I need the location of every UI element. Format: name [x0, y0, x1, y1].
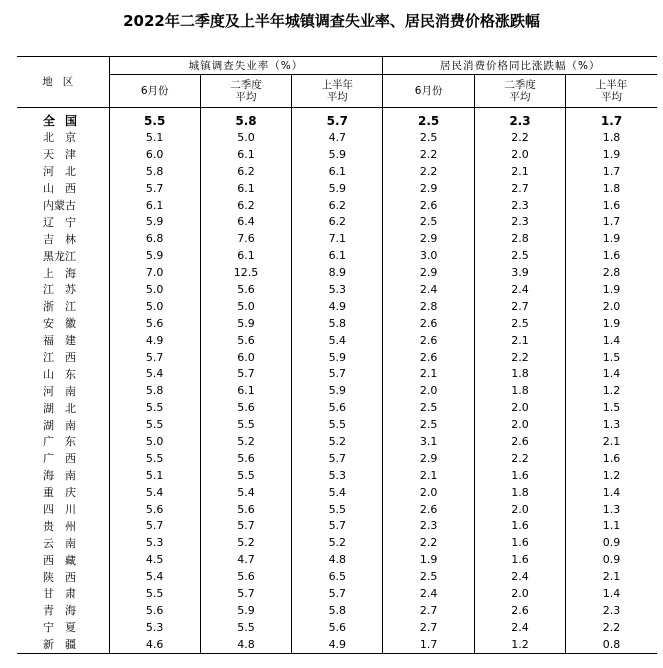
value-cell-u-q2: 5.6 — [200, 281, 291, 298]
table-row — [17, 416, 657, 433]
value-cell-u-q2: 4.7 — [200, 551, 291, 568]
value-cell-u-q2: 6.4 — [200, 213, 291, 230]
value-cell-u-q2: 5.6 — [200, 568, 291, 585]
value-cell-u-jun: 5.8 — [109, 382, 200, 399]
value-cell-c-jun: 2.2 — [383, 534, 474, 551]
value-cell-u-q2: 5.6 — [200, 450, 291, 467]
value-cell-u-q2: 5.9 — [200, 602, 291, 619]
value-cell-c-jun: 2.6 — [383, 197, 474, 214]
value-cell-u-jun: 5.6 — [109, 501, 200, 518]
value-cell-u-q2: 6.1 — [200, 146, 291, 163]
table-body — [17, 108, 657, 654]
table-row — [17, 264, 657, 281]
value-cell-c-q2: 2.0 — [474, 501, 565, 518]
value-cell-u-jun: 5.9 — [109, 213, 200, 230]
header-unemployment-q2: 二季度 平均 — [200, 75, 291, 108]
table-row — [17, 602, 657, 619]
region-cell: 全 国 — [17, 108, 109, 130]
value-cell-u-q2: 5.0 — [200, 298, 291, 315]
table-row — [17, 247, 657, 264]
value-cell-c-h1: 2.2 — [602, 620, 621, 634]
header-cpi-q2: 二季度 平均 — [474, 75, 565, 108]
value-cell-c-jun: 2.0 — [383, 484, 474, 501]
value-cell-c-jun: 2.3 — [383, 517, 474, 534]
value-cell-u-h1: 8.9 — [292, 264, 383, 281]
value-cell-u-q2: 5.2 — [200, 534, 291, 551]
value-cell-c-q2: 2.6 — [474, 602, 565, 619]
region-cell: 河 南 — [17, 382, 109, 399]
value-cell-u-h1: 5.7 — [292, 585, 383, 602]
value-cell-c-jun: 3.1 — [383, 433, 474, 450]
value-cell-c-q2: 1.6 — [474, 467, 565, 484]
value-cell-c-jun: 3.0 — [383, 247, 474, 264]
value-cell-u-jun: 5.4 — [109, 484, 200, 501]
region-cell: 辽 宁 — [17, 213, 109, 230]
value-cell-u-h1: 5.8 — [292, 315, 383, 332]
value-cell-u-q2: 6.2 — [200, 197, 291, 214]
value-cell-u-h1: 5.5 — [292, 416, 383, 433]
value-cell-c-jun: 2.5 — [383, 108, 474, 130]
value-cell-u-q2: 6.1 — [200, 247, 291, 264]
value-cell-c-q2: 2.4 — [474, 619, 565, 636]
value-cell-c-h1: 0.9 — [602, 536, 621, 550]
region-cell: 安 徽 — [17, 315, 109, 332]
value-cell-u-h1: 4.8 — [292, 551, 383, 568]
value-cell-c-jun: 2.9 — [383, 264, 474, 281]
value-cell-u-q2: 5.6 — [200, 399, 291, 416]
value-cell-u-jun: 6.0 — [109, 146, 200, 163]
value-cell-u-h1: 5.3 — [292, 467, 383, 484]
region-cell: 重 庆 — [17, 484, 109, 501]
value-cell-c-jun: 2.9 — [383, 180, 474, 197]
value-cell-c-q2: 2.0 — [474, 399, 565, 416]
region-cell: 福 建 — [17, 332, 109, 349]
table-row — [17, 315, 657, 332]
value-cell-c-jun: 2.5 — [383, 568, 474, 585]
table-row — [17, 619, 657, 636]
table-row — [17, 433, 657, 450]
value-cell-c-q2: 2.1 — [474, 163, 565, 180]
region-cell: 河 北 — [17, 163, 109, 180]
table-row — [17, 399, 657, 416]
value-cell-u-jun: 5.3 — [109, 619, 200, 636]
value-cell-u-h1: 4.7 — [292, 129, 383, 146]
value-cell-u-h1: 7.1 — [292, 230, 383, 247]
value-cell-c-jun: 2.7 — [383, 619, 474, 636]
page-title: 2022年二季度及上半年城镇调查失业率、居民消费价格涨跌幅 — [123, 12, 540, 30]
table-row — [17, 298, 657, 315]
value-cell-c-h1: 1.4 — [602, 367, 621, 381]
value-cell-c-h1: 1.2 — [602, 468, 621, 482]
region-cell: 江 西 — [17, 349, 109, 366]
table-row — [17, 108, 657, 130]
value-cell-c-h1: 1.7 — [602, 164, 621, 178]
table-row — [17, 281, 657, 298]
value-cell-u-jun: 5.4 — [109, 365, 200, 382]
region-cell: 湖 北 — [17, 399, 109, 416]
value-cell-c-h1: 1.2 — [602, 384, 621, 398]
value-cell-c-h1: 1.4 — [602, 485, 621, 499]
value-cell-c-jun: 2.4 — [383, 281, 474, 298]
value-cell-u-h1: 5.7 — [292, 365, 383, 382]
value-cell-u-q2: 5.6 — [200, 501, 291, 518]
value-cell-u-jun: 5.4 — [109, 568, 200, 585]
value-cell-u-q2: 5.5 — [200, 416, 291, 433]
value-cell-u-q2: 5.8 — [200, 108, 291, 130]
value-cell-u-q2: 4.8 — [200, 636, 291, 653]
value-cell-u-jun: 5.1 — [109, 129, 200, 146]
region-cell: 青 海 — [17, 602, 109, 619]
value-cell-u-h1: 4.9 — [292, 636, 383, 653]
value-cell-u-jun: 5.5 — [109, 416, 200, 433]
value-cell-c-h1: 1.6 — [602, 249, 621, 263]
value-cell-c-q2: 1.6 — [474, 534, 565, 551]
value-cell-c-q2: 2.2 — [474, 129, 565, 146]
value-cell-c-q2: 2.7 — [474, 298, 565, 315]
table-row — [17, 534, 657, 551]
value-cell-c-q2: 2.0 — [474, 416, 565, 433]
header-cpi-group: 居民消费价格同比涨跌幅（%） — [383, 57, 657, 75]
value-cell-u-h1: 5.9 — [292, 382, 383, 399]
table-row — [17, 636, 657, 653]
value-cell-c-q2: 2.4 — [474, 568, 565, 585]
table-row — [17, 501, 657, 518]
value-cell-u-q2: 5.2 — [200, 433, 291, 450]
header-row-sub — [17, 75, 657, 108]
value-cell-u-jun: 5.7 — [109, 349, 200, 366]
value-cell-u-h1: 5.9 — [292, 146, 383, 163]
value-cell-c-h1: 0.9 — [602, 553, 621, 567]
value-cell-u-jun: 5.8 — [109, 163, 200, 180]
value-cell-c-jun: 1.7 — [383, 636, 474, 653]
table-row — [17, 332, 657, 349]
value-cell-u-q2: 5.7 — [200, 517, 291, 534]
region-cell: 贵 州 — [17, 517, 109, 534]
value-cell-c-jun: 2.5 — [383, 416, 474, 433]
value-cell-c-jun: 2.2 — [383, 146, 474, 163]
value-cell-u-h1: 5.8 — [292, 602, 383, 619]
value-cell-u-h1: 5.7 — [292, 517, 383, 534]
value-cell-c-h1: 1.3 — [602, 502, 621, 516]
value-cell-u-jun: 6.8 — [109, 230, 200, 247]
value-cell-c-q2: 1.6 — [474, 551, 565, 568]
value-cell-c-jun: 2.6 — [383, 315, 474, 332]
region-cell: 甘 肃 — [17, 585, 109, 602]
value-cell-c-q2: 2.0 — [474, 146, 565, 163]
region-cell: 陕 西 — [17, 568, 109, 585]
value-cell-u-h1: 6.5 — [292, 568, 383, 585]
value-cell-u-h1: 6.1 — [292, 247, 383, 264]
header-region: 地区 — [17, 57, 109, 108]
value-cell-c-jun: 2.4 — [383, 585, 474, 602]
value-cell-u-h1: 5.2 — [292, 433, 383, 450]
region-cell: 云 南 — [17, 534, 109, 551]
value-cell-c-jun: 2.5 — [383, 129, 474, 146]
value-cell-c-jun: 2.9 — [383, 450, 474, 467]
value-cell-c-h1: 1.1 — [602, 519, 621, 533]
value-cell-u-jun: 5.7 — [109, 517, 200, 534]
header-unemployment-group: 城镇调查失业率（%） — [109, 57, 383, 75]
value-cell-c-h1: 1.6 — [602, 451, 621, 465]
value-cell-u-jun: 4.6 — [109, 636, 200, 653]
table-row — [17, 450, 657, 467]
value-cell-u-jun: 5.9 — [109, 247, 200, 264]
region-cell: 广 东 — [17, 433, 109, 450]
value-cell-u-q2: 5.5 — [200, 619, 291, 636]
value-cell-u-q2: 5.4 — [200, 484, 291, 501]
value-cell-c-q2: 1.8 — [474, 365, 565, 382]
value-cell-u-jun: 5.0 — [109, 298, 200, 315]
region-cell: 宁 夏 — [17, 619, 109, 636]
value-cell-c-q2: 1.8 — [474, 382, 565, 399]
value-cell-u-h1: 5.2 — [292, 534, 383, 551]
value-cell-c-q2: 1.6 — [474, 517, 565, 534]
region-cell: 天 津 — [17, 146, 109, 163]
value-cell-c-h1: 1.5 — [602, 401, 621, 415]
value-cell-u-h1: 5.9 — [292, 180, 383, 197]
value-cell-c-q2: 3.9 — [474, 264, 565, 281]
value-cell-u-jun: 5.5 — [109, 585, 200, 602]
value-cell-c-h1: 1.9 — [602, 316, 621, 330]
region-cell: 西 藏 — [17, 551, 109, 568]
value-cell-c-h1: 1.6 — [602, 198, 621, 212]
header-unemployment-june: 6月份 — [109, 75, 200, 108]
value-cell-c-q2: 2.6 — [474, 433, 565, 450]
value-cell-u-q2: 6.2 — [200, 163, 291, 180]
value-cell-c-h1: 1.5 — [602, 350, 621, 364]
value-cell-c-h1: 2.8 — [602, 266, 621, 280]
value-cell-c-h1: 2.1 — [602, 570, 621, 584]
value-cell-u-h1: 6.2 — [292, 197, 383, 214]
value-cell-c-q2: 2.3 — [474, 197, 565, 214]
value-cell-u-h1: 6.2 — [292, 213, 383, 230]
table-row — [17, 568, 657, 585]
value-cell-c-jun: 2.8 — [383, 298, 474, 315]
value-cell-c-h1: 1.9 — [602, 147, 621, 161]
value-cell-u-jun: 5.7 — [109, 180, 200, 197]
value-cell-c-q2: 2.5 — [474, 247, 565, 264]
table-row — [17, 484, 657, 501]
value-cell-c-q2: 1.2 — [474, 636, 565, 653]
value-cell-u-jun: 5.6 — [109, 315, 200, 332]
value-cell-c-q2: 2.0 — [474, 585, 565, 602]
value-cell-u-jun: 4.9 — [109, 332, 200, 349]
value-cell-u-h1: 5.5 — [292, 501, 383, 518]
table-row — [17, 551, 657, 568]
region-cell: 北 京 — [17, 129, 109, 146]
table-row — [17, 230, 657, 247]
value-cell-c-h1: 1.9 — [602, 282, 621, 296]
value-cell-c-h1: 1.8 — [602, 181, 621, 195]
value-cell-c-q2: 2.5 — [474, 315, 565, 332]
value-cell-c-jun: 2.6 — [383, 332, 474, 349]
value-cell-c-h1: 2.3 — [602, 603, 621, 617]
table-row — [17, 197, 657, 214]
value-cell-u-q2: 6.1 — [200, 180, 291, 197]
value-cell-c-q2: 2.7 — [474, 180, 565, 197]
value-cell-u-jun: 5.0 — [109, 433, 200, 450]
value-cell-u-q2: 5.7 — [200, 585, 291, 602]
value-cell-u-h1: 5.4 — [292, 332, 383, 349]
region-cell: 吉 林 — [17, 230, 109, 247]
header-unemployment-h1: 上半年 平均 — [292, 75, 383, 108]
region-cell: 浙 江 — [17, 298, 109, 315]
region-cell: 山 西 — [17, 180, 109, 197]
table-row — [17, 517, 657, 534]
value-cell-c-jun: 2.7 — [383, 602, 474, 619]
value-cell-c-q2: 2.1 — [474, 332, 565, 349]
value-cell-c-jun: 2.6 — [383, 501, 474, 518]
header-cpi-june: 6月份 — [383, 75, 474, 108]
value-cell-u-q2: 5.6 — [200, 332, 291, 349]
value-cell-u-q2: 5.0 — [200, 129, 291, 146]
region-cell: 上 海 — [17, 264, 109, 281]
value-cell-u-q2: 5.7 — [200, 365, 291, 382]
value-cell-u-jun: 7.0 — [109, 264, 200, 281]
value-cell-u-h1: 5.9 — [292, 349, 383, 366]
value-cell-c-jun: 2.5 — [383, 399, 474, 416]
value-cell-u-q2: 7.6 — [200, 230, 291, 247]
value-cell-c-jun: 2.1 — [383, 365, 474, 382]
value-cell-u-jun: 5.5 — [109, 108, 200, 130]
value-cell-u-jun: 4.5 — [109, 551, 200, 568]
value-cell-c-q2: 2.3 — [474, 213, 565, 230]
value-cell-u-q2: 5.5 — [200, 467, 291, 484]
value-cell-c-h1: 0.8 — [566, 636, 657, 653]
value-cell-u-jun: 6.1 — [109, 197, 200, 214]
value-cell-c-q2: 2.3 — [474, 108, 565, 130]
table-row — [17, 467, 657, 484]
value-cell-c-h1: 1.7 — [602, 215, 621, 229]
value-cell-c-h1: 1.3 — [602, 418, 621, 432]
value-cell-u-h1: 6.1 — [292, 163, 383, 180]
value-cell-c-h1: 1.4 — [602, 586, 621, 600]
region-cell: 黑龙江 — [17, 247, 109, 264]
value-cell-c-h1: 1.7 — [600, 113, 623, 128]
value-cell-u-jun: 5.0 — [109, 281, 200, 298]
region-cell: 四 川 — [17, 501, 109, 518]
value-cell-u-q2: 6.0 — [200, 349, 291, 366]
value-cell-c-jun: 2.6 — [383, 349, 474, 366]
value-cell-u-q2: 5.9 — [200, 315, 291, 332]
table-row — [17, 382, 657, 399]
value-cell-c-h1: 2.1 — [602, 434, 621, 448]
value-cell-c-jun: 2.0 — [383, 382, 474, 399]
table-row — [17, 180, 657, 197]
value-cell-u-h1: 5.6 — [292, 399, 383, 416]
region-cell: 内蒙古 — [17, 197, 109, 214]
value-cell-u-jun: 5.5 — [109, 450, 200, 467]
value-cell-c-jun: 1.9 — [383, 551, 474, 568]
value-cell-c-h1: 1.9 — [602, 232, 621, 246]
value-cell-u-q2: 6.1 — [200, 382, 291, 399]
value-cell-c-jun: 2.2 — [383, 163, 474, 180]
value-cell-u-jun: 5.1 — [109, 467, 200, 484]
region-cell: 广 西 — [17, 450, 109, 467]
value-cell-c-q2: 2.2 — [474, 450, 565, 467]
value-cell-u-h1: 5.7 — [292, 108, 383, 130]
value-cell-u-h1: 5.4 — [292, 484, 383, 501]
value-cell-u-h1: 4.9 — [292, 298, 383, 315]
value-cell-u-h1: 5.6 — [292, 619, 383, 636]
value-cell-c-jun: 2.9 — [383, 230, 474, 247]
value-cell-u-jun: 5.3 — [109, 534, 200, 551]
table-row — [17, 365, 657, 382]
value-cell-c-q2: 1.8 — [474, 484, 565, 501]
value-cell-c-jun: 2.1 — [383, 467, 474, 484]
value-cell-u-jun: 5.6 — [109, 602, 200, 619]
value-cell-c-h1: 2.0 — [602, 299, 621, 313]
value-cell-u-h1: 5.7 — [292, 450, 383, 467]
header-cpi-h1: 上半年 平均 — [566, 75, 657, 108]
region-cell: 山 东 — [17, 365, 109, 382]
value-cell-c-h1: 1.4 — [602, 333, 621, 347]
table-row — [17, 213, 657, 230]
header-row-group — [17, 57, 657, 75]
value-cell-c-jun: 2.5 — [383, 213, 474, 230]
region-cell: 新 疆 — [17, 636, 109, 653]
statistics-table — [17, 56, 657, 654]
value-cell-u-h1: 5.3 — [292, 281, 383, 298]
value-cell-c-q2: 2.8 — [474, 230, 565, 247]
table-row — [17, 585, 657, 602]
region-cell: 江 苏 — [17, 281, 109, 298]
table-row — [17, 146, 657, 163]
value-cell-u-jun: 5.5 — [109, 399, 200, 416]
table-row — [17, 163, 657, 180]
value-cell-c-q2: 2.2 — [474, 349, 565, 366]
value-cell-c-q2: 2.4 — [474, 281, 565, 298]
value-cell-c-h1: 1.8 — [602, 130, 621, 144]
table-row — [17, 129, 657, 146]
table-row — [17, 349, 657, 366]
region-cell: 海 南 — [17, 467, 109, 484]
region-cell: 湖 南 — [17, 416, 109, 433]
value-cell-u-q2: 12.5 — [200, 264, 291, 281]
